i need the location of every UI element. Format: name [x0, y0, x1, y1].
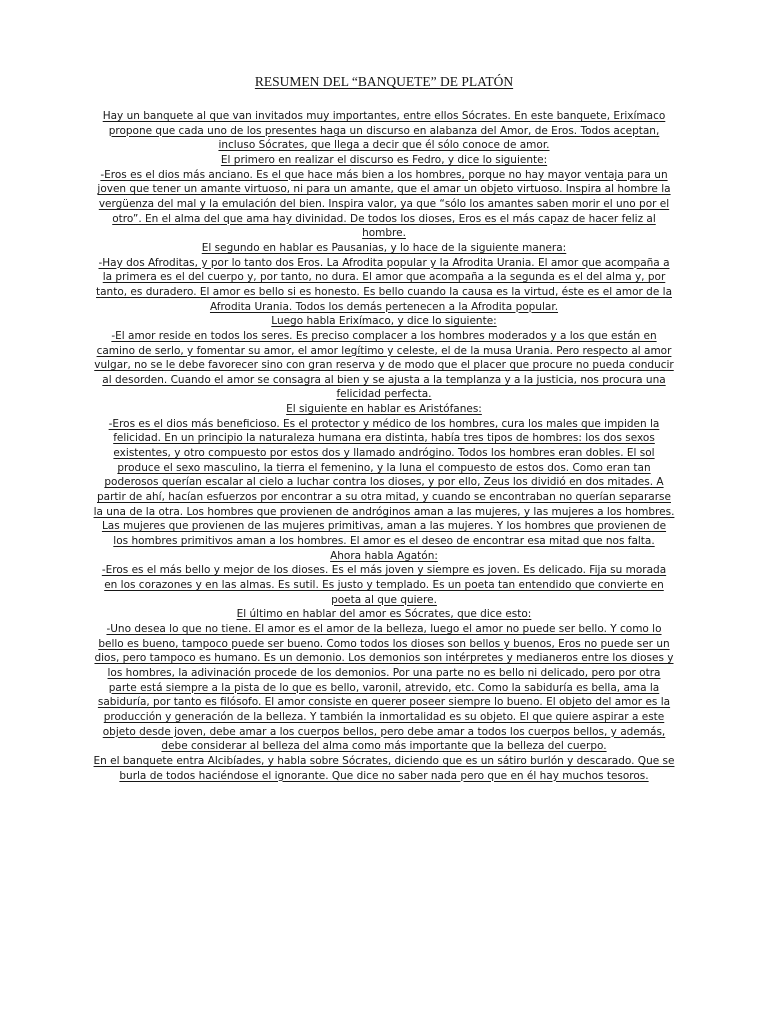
text-line-content: dios, pero tampoco es humano. Es un demonio. Los demonios son intérpretes y medianeros entre los dioses y — [94, 652, 674, 665]
text-line-content: Afrodita Urania. Todos los demás pertenecen a la Afrodita popular. — [209, 300, 559, 313]
text-line-content: vulgar, no se le debe favorecer sino con gran reserva y de modo que el placer que procure no pueda conducir — [94, 359, 674, 372]
text-line — [0, 549, 768, 564]
text-line-content: producción y generación de la belleza. Y también la inmortalidad es su objeto. El que quiere aspirar a este — [103, 710, 665, 723]
text-line-content: -Hay dos Afroditas, y por lo tanto dos Eros. La Afrodita popular y la Afrodita Urania. El amor que acompaña a — [98, 256, 670, 269]
text-line — [0, 285, 768, 300]
text-line — [0, 519, 768, 534]
text-line — [0, 754, 768, 769]
text-line — [0, 168, 768, 183]
text-line — [0, 769, 768, 784]
text-line-content: -Uno desea lo que no tiene. El amor es el amor de la belleza, luego el amor no puede ser bello. Y como lo — [106, 622, 662, 635]
text-line — [0, 358, 768, 373]
text-line-content: bello es bueno, tampoco puede ser bueno. Como todos los dioses son bellos y buenos, Eros no puede ser un — [98, 637, 670, 650]
text-line — [0, 461, 768, 476]
text-line — [0, 182, 768, 197]
text-line — [0, 739, 768, 754]
text-line-content: la primera es el del cuerpo y, por tanto, no dura. El amor que acompaña a la segunda es el del alma y, por — [102, 271, 666, 284]
text-line — [0, 593, 768, 608]
text-line-content: sabiduría, por tanto es filósofo. El amor consiste en querer poseer siempre lo bueno. El objeto del amor es la — [97, 696, 671, 709]
text-line — [0, 109, 768, 124]
text-line-content: otro”. En el alma del que ama hay divinidad. De todos los dioses, Eros es el más capaz de hacer feliz al — [112, 212, 656, 225]
text-line — [0, 300, 768, 315]
text-line — [0, 387, 768, 402]
text-line-content: En el banquete entra Alcibíades, y habla sobre Sócrates, diciendo que es un sátiro burlón y descarado. Que se — [93, 754, 675, 767]
text-line — [0, 725, 768, 740]
text-line-content: tanto, es duradero. El amor es bello si es honesto. Es bello cuando la causa es la virtud, éste es el amor de la — [96, 285, 672, 298]
text-line-content: existentes, y otro compuesto por estos dos y llamado andrógino. Todos los hombres eran dobles. El sol — [113, 447, 655, 460]
text-line — [0, 578, 768, 593]
text-line — [0, 710, 768, 725]
text-line — [0, 666, 768, 681]
text-line-content: poderosos querían escalar al cielo a luchar contra los dioses, y por ello, Zeus los dividió en dos mitades. A — [104, 476, 664, 489]
text-line-content: camino de serlo, y fomentar su amor, el amor legítimo y celeste, el de la musa Urania. Pero respecto al amor — [96, 344, 672, 357]
text-line — [0, 329, 768, 344]
text-line-content: joven que tener un amante virtuoso, ni para un amante, que el amar un objeto virtuoso. Inspira al hombre la — [97, 183, 671, 196]
text-line-content: felicidad. En un principio la naturaleza humana era distinta, había tres tipos de hombres: los dos sexos — [113, 432, 655, 445]
text-line — [0, 197, 768, 212]
text-line-content: la una de la otra. Los hombres que provienen de andróginos aman a las mujeres, y las mujeres a los hombres. — [93, 505, 675, 518]
text-line-content: vergüenza del mal y la emulación del bien. Inspira valor, ya que “sólo los amantes saben morir el uno por el — [98, 197, 670, 210]
text-line-content: -El amor reside en todos los seres. Es preciso complacer a los hombres moderados y a los que están en — [111, 329, 657, 342]
text-line — [0, 651, 768, 666]
text-line — [0, 490, 768, 505]
text-line — [0, 622, 768, 637]
text-line-content: -Eros es el más bello y mejor de los dioses. Es el más joven y siempre es joven. Es delicado. Fija su morada — [101, 564, 667, 577]
text-line-content: los hombres primitivos aman a los hombres. El amor es el deseo de encontrar esa mitad que nos falta. — [113, 535, 655, 548]
text-line-content: incluso Sócrates, que llega a decir que él sólo conoce de amor. — [218, 139, 550, 152]
text-line-content: burla de todos haciéndose el ignorante. Que dice no saber nada pero que en él hay muchos tesoros. — [119, 769, 649, 782]
text-line — [0, 373, 768, 388]
text-line — [0, 431, 768, 446]
text-line-content: -Eros es el dios más anciano. Es el que hace más bien a los hombres, porque no hay mayor ventaja para un — [100, 168, 668, 181]
text-line-content: propone que cada uno de los presentes haga un discurso en alabanza del Amor, de Eros. Todos aceptan, — [108, 124, 660, 137]
text-line-content: objeto desde joven, debe amar a los cuerpos bellos, pero debe amar a todos los cuerpos bellos, y además, — [102, 725, 666, 738]
text-line — [0, 417, 768, 432]
text-line — [0, 241, 768, 256]
text-line — [0, 270, 768, 285]
text-line — [0, 256, 768, 271]
text-line — [0, 681, 768, 696]
document-body — [0, 109, 768, 783]
text-line-content: felicidad perfecta. — [336, 388, 432, 401]
text-line — [0, 226, 768, 241]
text-line — [0, 475, 768, 490]
text-line-content: El primero en realizar el discurso es Fedro, y dice lo siguiente: — [220, 153, 548, 166]
text-line-content: El segundo en hablar es Pausanias, y lo hace de la siguiente manera: — [201, 241, 567, 254]
text-line — [0, 637, 768, 652]
document-title-text: RESUMEN DEL “BANQUETE” DE PLATÓN — [254, 74, 514, 89]
text-line — [0, 695, 768, 710]
text-line-content: -Eros es el dios más beneficioso. Es el protector y médico de los hombres, cura los males que impiden la — [108, 417, 660, 430]
text-line-content: El siguiente en hablar es Aristófanes: — [286, 403, 482, 416]
text-line-content: los hombres, la adivinación procede de los demonios. Por una parte no es bello ni delicado, pero por otra — [107, 666, 661, 679]
text-line-content: al desorden. Cuando el amor se consagra al bien y se ajusta a la templanza y a la justicia, nos procura una — [102, 373, 666, 386]
document-title — [0, 73, 768, 91]
text-line-content: Ahora habla Agatón: — [330, 549, 438, 562]
text-line — [0, 344, 768, 359]
text-line — [0, 534, 768, 549]
text-line-content: hombre. — [362, 227, 406, 240]
text-line — [0, 505, 768, 520]
text-line — [0, 402, 768, 417]
text-line-content: Luego habla Erixímaco, y dice lo siguiente: — [271, 315, 497, 328]
text-line — [0, 314, 768, 329]
text-line — [0, 607, 768, 622]
text-line — [0, 446, 768, 461]
text-line-content: Hay un banquete al que van invitados muy importantes, entre ellos Sócrates. En este banquete, Erixímaco — [102, 110, 666, 122]
text-line — [0, 124, 768, 139]
text-line — [0, 153, 768, 168]
text-line-content: en los corazones y en las almas. Es sutil. Es justo y templado. Es un poeta tan entendido que convierte en — [104, 579, 664, 591]
text-line — [0, 138, 768, 153]
text-line — [0, 563, 768, 578]
text-line-content: produce el sexo masculino, la tierra el femenino, y la luna el compuesto de estos dos. Como eran tan — [117, 461, 651, 474]
text-line-content: parte está siempre a la pista de lo que es bello, varonil, atrevido, etc. Como la sabiduría es bella, ama la — [108, 681, 660, 694]
text-line — [0, 212, 768, 227]
text-line-content: partir de ahí, hacían esfuerzos por encontrar a su otra mitad, y cuando se encontraban no querían separarse — [97, 491, 671, 504]
text-line-content: poeta al que quiere. — [331, 593, 437, 606]
text-line-content: El último en hablar del amor es Sócrates, que dice esto: — [236, 608, 532, 621]
text-line-content: debe considerar al belleza del alma como más importante que la belleza del cuerpo. — [161, 740, 607, 753]
text-line-content: Las mujeres que provienen de las mujeres primitivas, aman a las mujeres. Y los hombres que provienen de — [101, 520, 667, 533]
